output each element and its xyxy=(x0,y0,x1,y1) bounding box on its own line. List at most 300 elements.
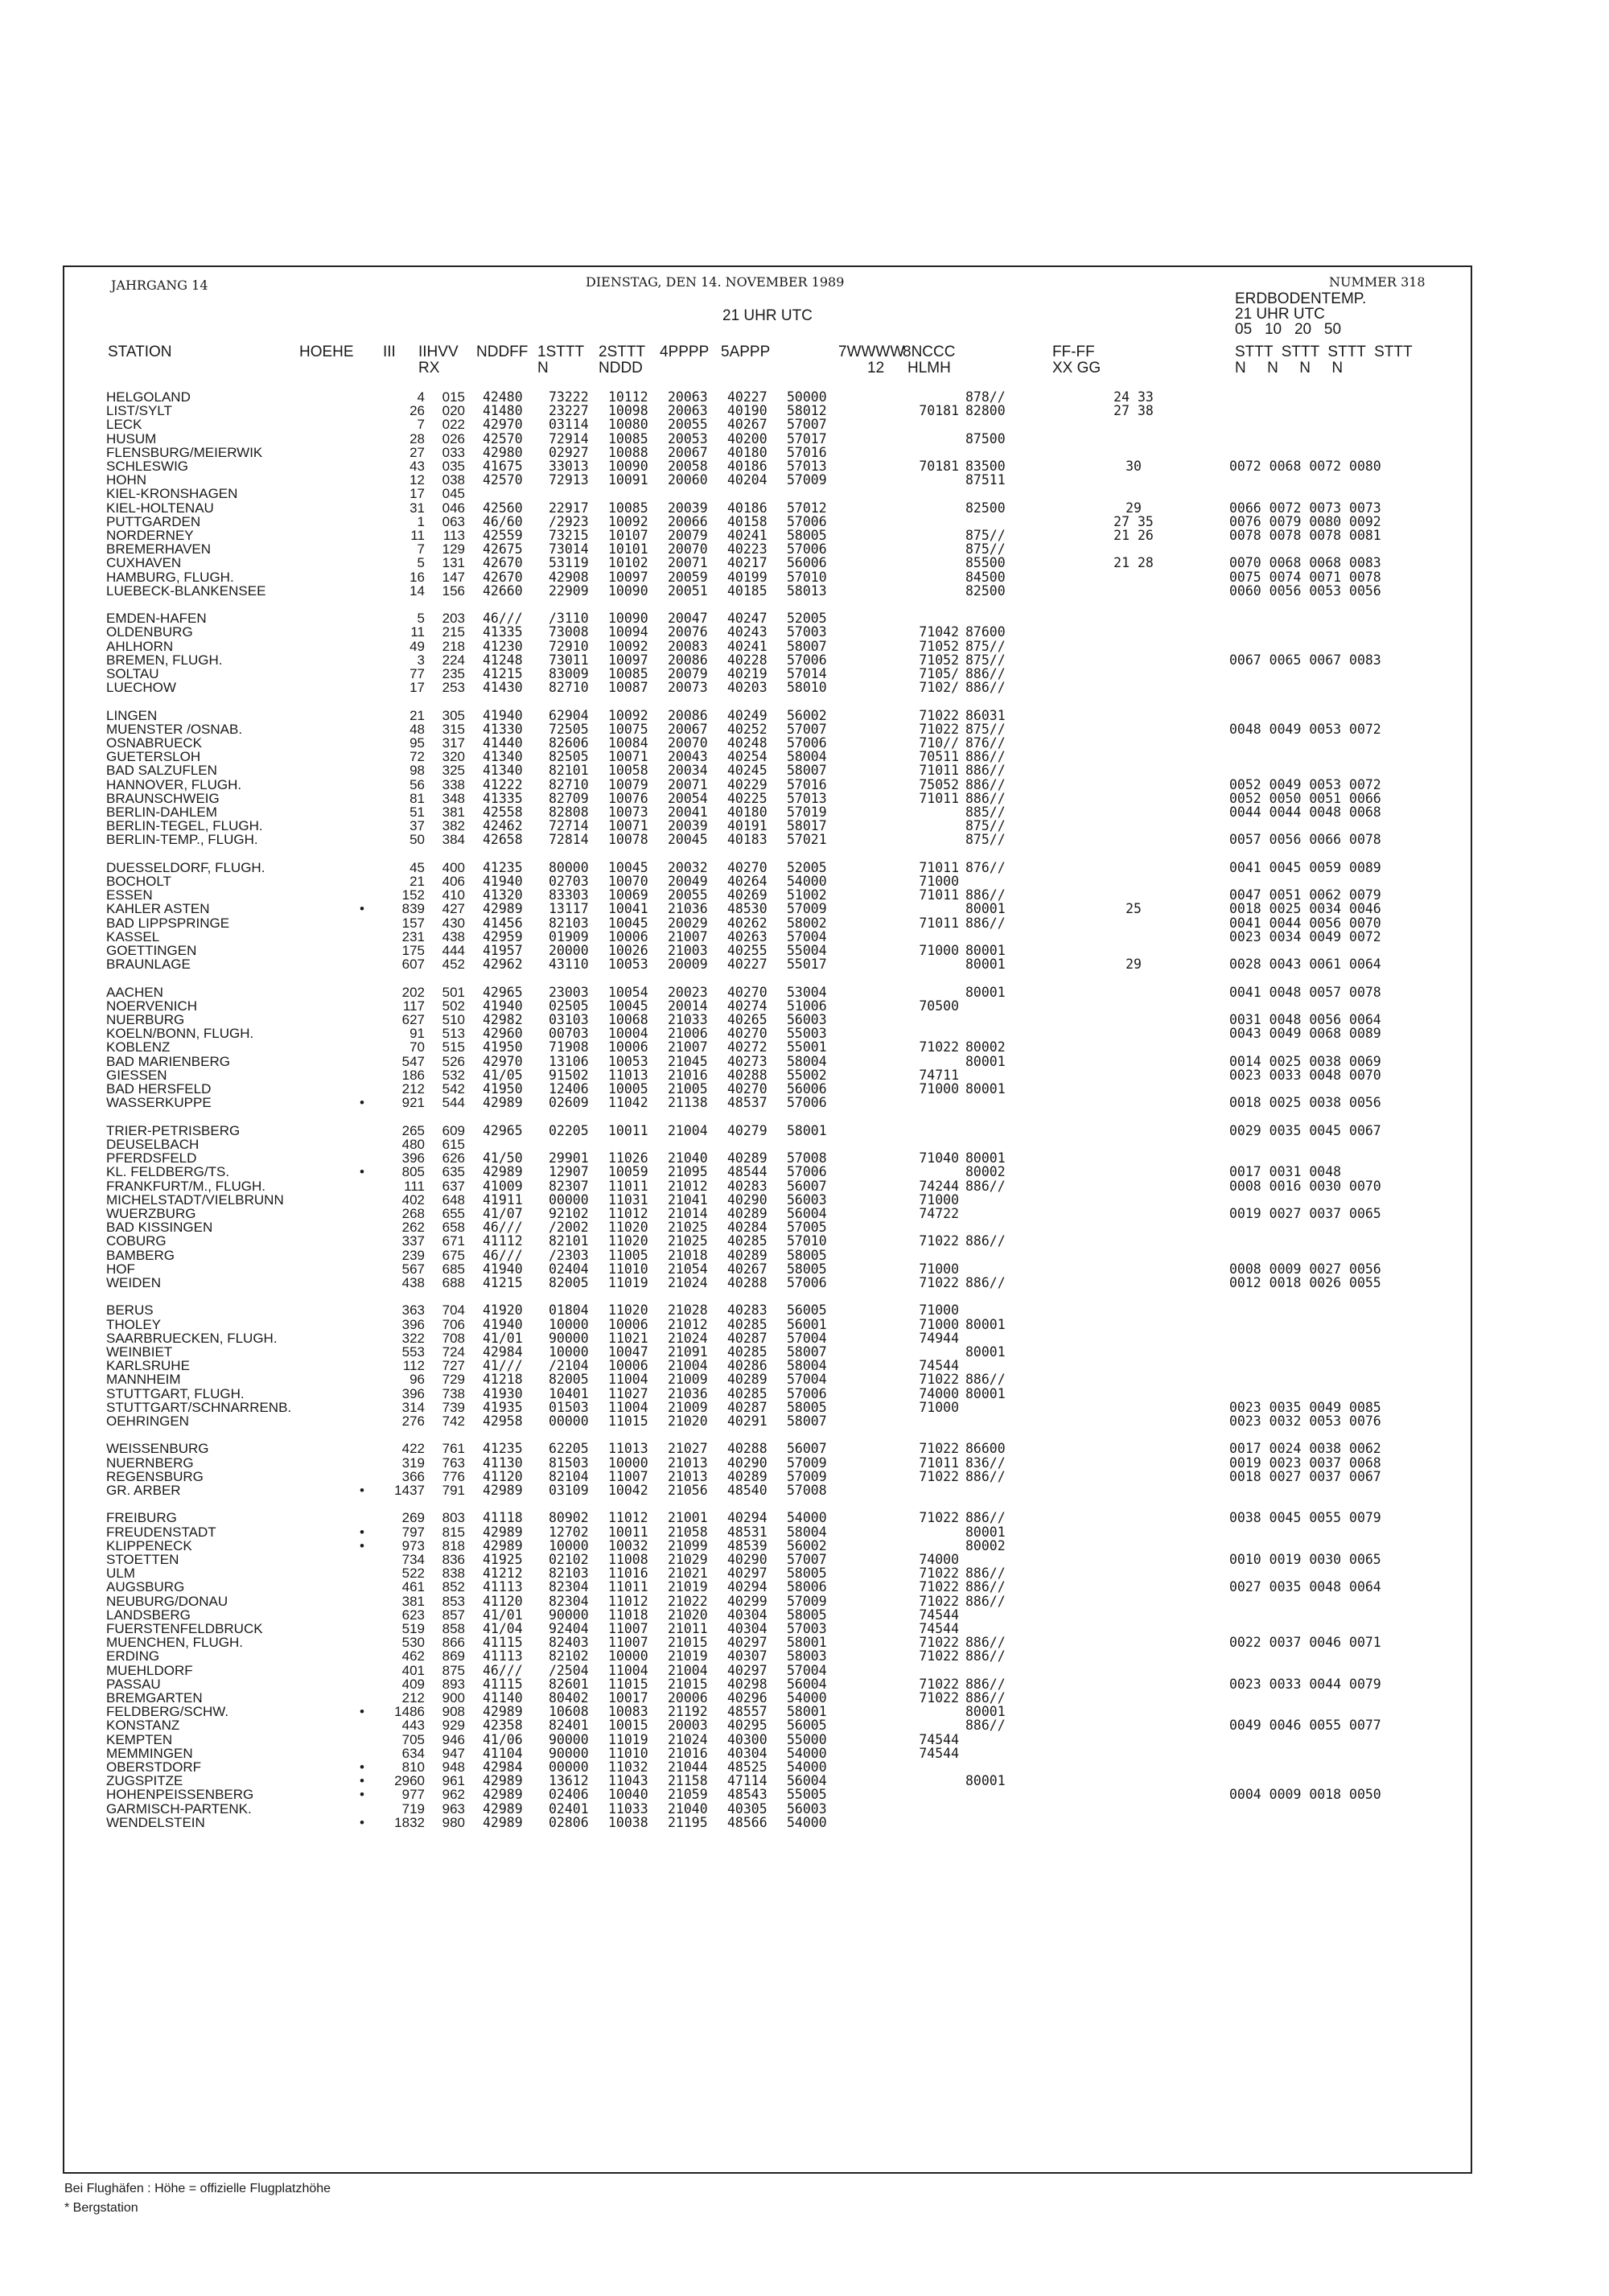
group-ff-ff xyxy=(1038,1414,1229,1428)
station-id: 729 xyxy=(442,1372,465,1387)
group-iihvv: 42980 xyxy=(483,445,523,460)
station-name: FREIBURG xyxy=(106,1511,177,1525)
group-1sttt: 11031 xyxy=(608,1192,648,1207)
group-5appp: 56006 xyxy=(787,1082,827,1097)
station-id: 803 xyxy=(442,1511,465,1525)
group-8nccc xyxy=(965,1802,1038,1816)
group-8nccc: 80001 xyxy=(965,1344,1006,1360)
column-1sttt: 1STTT xyxy=(537,344,585,360)
station-height: 3 xyxy=(417,652,425,668)
group-ff-ff xyxy=(1038,1040,1229,1054)
station-id: 532 xyxy=(442,1068,465,1083)
group-ff-ff xyxy=(1038,1179,1229,1193)
mountain-marker xyxy=(348,418,377,431)
group-iihvv: 46/60 xyxy=(483,514,523,529)
group-iihvv: 41911 xyxy=(483,1192,523,1207)
table-row xyxy=(106,1414,1535,1428)
group-nddff: 73011 xyxy=(549,652,589,668)
group-ff-ff xyxy=(1038,709,1229,722)
group-1sttt: 11012 xyxy=(608,1594,648,1608)
group-4pppp xyxy=(727,1138,787,1151)
group-nddff: 02406 xyxy=(549,1788,589,1802)
group-7wwww: 71011 xyxy=(919,791,959,806)
station-name: HANNOVER, FLUGH. xyxy=(106,777,242,792)
group-ff-ff xyxy=(1038,1608,1229,1622)
table-row xyxy=(106,1082,1535,1096)
group-2sttt: 21021 xyxy=(668,1566,708,1581)
group-5appp: 53004 xyxy=(787,985,827,999)
mountain-marker xyxy=(348,404,377,418)
group-nddff: 80000 xyxy=(549,860,589,875)
group-nddff: 82304 xyxy=(549,1580,589,1594)
mountain-marker xyxy=(348,1802,377,1816)
table-row xyxy=(106,1760,1535,1774)
group-ff-ff xyxy=(1038,1331,1229,1345)
group-2sttt: 21195 xyxy=(668,1815,708,1829)
mountain-marker xyxy=(348,1234,377,1248)
group-4pppp: 40217 xyxy=(727,556,767,570)
group-2sttt: 20029 xyxy=(668,916,708,930)
station-id: 791 xyxy=(442,1483,465,1498)
group-5appp: 58006 xyxy=(787,1580,827,1594)
group-5appp: 56002 xyxy=(787,1538,827,1553)
group-8nccc: 836// xyxy=(965,1455,1006,1470)
soil-temperatures: 0018 0025 0038 0056 xyxy=(1229,1096,1381,1110)
mountain-marker xyxy=(348,1179,377,1193)
soil-temperatures xyxy=(1229,542,1535,556)
table-row xyxy=(106,1539,1535,1553)
spacer-cell xyxy=(106,598,1535,611)
group-1sttt: 10085 xyxy=(608,500,648,515)
station-height: 17 xyxy=(409,487,425,501)
group-1sttt: 10068 xyxy=(608,1013,648,1027)
group-iihvv: 41115 xyxy=(483,1677,523,1691)
group-nddff: 00000 xyxy=(549,1413,589,1429)
station-id: 501 xyxy=(442,985,465,999)
group-ff-ff xyxy=(1038,1539,1229,1553)
group-nddff: 02806 xyxy=(549,1815,589,1829)
group-nddff: 92404 xyxy=(549,1621,589,1636)
mountain-marker xyxy=(348,1649,377,1663)
mountain-marker xyxy=(348,1566,377,1580)
station-name: KOELN/BONN, FLUGH. xyxy=(106,1027,254,1041)
station-height: 175 xyxy=(401,944,425,958)
footnote-airports: Bei Flughäfen : Höhe = offizielle Flugplatzhöhe xyxy=(64,2182,331,2195)
group-iihvv: 41930 xyxy=(483,1386,523,1401)
soil-temperatures xyxy=(1229,1387,1535,1401)
group-ff-ff xyxy=(1038,1774,1229,1788)
group-ff-ff xyxy=(1038,418,1229,431)
group-1sttt: 10098 xyxy=(608,404,648,418)
table-row xyxy=(106,1649,1535,1663)
soil-temperatures: 0019 0027 0037 0065 xyxy=(1229,1206,1381,1221)
station-id: 739 xyxy=(442,1400,465,1414)
station-name: SAARBRUECKEN, FLUGH. xyxy=(106,1331,278,1345)
group-7wwww: 71052 xyxy=(919,639,959,653)
table-row xyxy=(106,1027,1535,1040)
station-name: KONSTANZ xyxy=(106,1718,180,1733)
group-4pppp: 40297 xyxy=(727,1636,767,1650)
group-1sttt: 11013 xyxy=(608,1442,648,1456)
mountain-marker xyxy=(348,1249,377,1262)
group-ff-ff xyxy=(1038,833,1229,846)
station-height: 705 xyxy=(401,1732,425,1747)
group-2sttt: 20058 xyxy=(668,459,708,474)
group-2sttt: 21056 xyxy=(668,1483,708,1498)
group-iihvv: 42984 xyxy=(483,1759,523,1775)
group-5appp: 57013 xyxy=(787,791,827,806)
group-ff-ff xyxy=(1038,1207,1229,1220)
table-row xyxy=(106,944,1535,957)
spacer-cell xyxy=(106,971,1535,985)
station-name: BAD KISSINGEN xyxy=(106,1220,213,1235)
group-8nccc: 886// xyxy=(965,763,1006,778)
mountain-marker xyxy=(348,763,377,777)
group-4pppp: 40262 xyxy=(727,916,767,930)
mountain-marker xyxy=(348,1470,377,1483)
group-ff-ff xyxy=(1038,1760,1229,1774)
soil-temperatures xyxy=(1229,473,1535,487)
mountain-marker xyxy=(348,1622,377,1636)
group-4pppp: 40265 xyxy=(727,1013,767,1027)
station-height: 839 xyxy=(401,902,425,916)
soil-temperatures xyxy=(1229,736,1535,750)
mountain-marker xyxy=(348,1013,377,1027)
group-5appp: 56003 xyxy=(787,1192,827,1207)
group-8nccc: 80001 xyxy=(965,1774,1006,1788)
table-row xyxy=(106,1636,1535,1649)
group-iihvv: 46/// xyxy=(483,1663,523,1677)
station-id: 452 xyxy=(442,957,465,972)
soil-temperatures xyxy=(1229,1082,1535,1096)
group-iihvv: 41950 xyxy=(483,1040,523,1055)
station-height: 268 xyxy=(401,1206,425,1221)
group-1sttt: 10075 xyxy=(608,722,648,737)
group-4pppp: 40248 xyxy=(727,736,767,751)
group-iihvv: 41940 xyxy=(483,1317,523,1331)
spacer-cell xyxy=(106,694,1535,708)
group-5appp: 56007 xyxy=(787,1179,827,1193)
table-row xyxy=(106,446,1535,459)
group-iihvv: 41340 xyxy=(483,750,523,764)
station-name: HOF xyxy=(106,1261,135,1276)
soil-temperatures: 0004 0009 0018 0050 xyxy=(1229,1788,1381,1802)
mountain-marker: • xyxy=(360,902,364,916)
group-7wwww xyxy=(867,611,965,625)
station-height: 265 xyxy=(401,1123,425,1138)
group-4pppp: 40284 xyxy=(727,1220,767,1235)
group-5appp: 58010 xyxy=(787,681,827,695)
group-2sttt: 21001 xyxy=(668,1511,708,1525)
group-7wwww xyxy=(867,1220,965,1234)
soil-temperatures xyxy=(1229,1608,1535,1622)
table-row xyxy=(106,487,1535,500)
mountain-marker: • xyxy=(360,1165,364,1179)
group-nddff: 42908 xyxy=(549,570,589,584)
station-height: 95 xyxy=(409,736,425,751)
group-8nccc xyxy=(965,1733,1038,1747)
group-1sttt: 10011 xyxy=(608,1123,648,1138)
soil-temperatures: 0067 0065 0067 0083 xyxy=(1229,652,1381,668)
group-1sttt: 10045 xyxy=(608,860,648,875)
soil-temperatures xyxy=(1229,446,1535,459)
soil-temperatures: 0075 0074 0071 0078 xyxy=(1229,570,1381,584)
group-4pppp: 40158 xyxy=(727,514,767,529)
group-2sttt: 21099 xyxy=(668,1538,708,1553)
station-id: 671 xyxy=(442,1234,465,1249)
group-5appp: 54000 xyxy=(787,1690,827,1706)
group-5appp: 57007 xyxy=(787,1552,827,1567)
mountain-marker xyxy=(348,1082,377,1096)
station-height: 212 xyxy=(401,1690,425,1706)
group-8nccc xyxy=(965,487,1038,500)
table-row xyxy=(106,625,1535,639)
group-iihvv: 41235 xyxy=(483,860,523,875)
group-2sttt: 20073 xyxy=(668,681,708,695)
table-row xyxy=(106,1677,1535,1691)
soil-temperatures: 0023 0033 0044 0079 xyxy=(1229,1677,1381,1691)
group-5appp: 57010 xyxy=(787,570,827,584)
soil-temperatures: 0041 0044 0056 0070 xyxy=(1229,916,1381,930)
station-height: 28 xyxy=(409,431,425,446)
mountain-marker xyxy=(348,833,377,846)
mountain-marker xyxy=(348,792,377,805)
group-8nccc: 86031 xyxy=(965,708,1006,722)
group-ff-ff xyxy=(1038,1262,1229,1276)
station-id: 215 xyxy=(442,625,465,640)
group-4pppp: 40252 xyxy=(727,722,767,737)
group-2sttt: 21012 xyxy=(668,1317,708,1331)
group-8nccc: 876// xyxy=(965,860,1006,875)
group-ff-ff xyxy=(1038,1234,1229,1248)
mountain-marker xyxy=(348,501,377,515)
group-7wwww xyxy=(867,570,965,584)
group-nddff: 82403 xyxy=(549,1636,589,1650)
soil-temperatures: 0043 0049 0068 0089 xyxy=(1229,1027,1381,1041)
soil-temperatures: 0008 0009 0027 0056 xyxy=(1229,1261,1381,1276)
station-id: 035 xyxy=(442,459,465,474)
group-2sttt: 20070 xyxy=(668,736,708,751)
group-8nccc xyxy=(965,446,1038,459)
group-nddff: 02927 xyxy=(549,445,589,460)
group-iihvv: 41957 xyxy=(483,944,523,958)
station-id: 026 xyxy=(442,431,465,446)
group-1sttt: 10032 xyxy=(608,1538,648,1553)
group-ff-ff xyxy=(1038,1664,1229,1677)
group-1sttt: 10084 xyxy=(608,736,648,751)
station-name: PUTTGARDEN xyxy=(106,514,201,529)
group-5appp: 57007 xyxy=(787,418,827,432)
station-height: 402 xyxy=(401,1192,425,1207)
table-row xyxy=(106,418,1535,431)
table-row xyxy=(106,805,1535,819)
station-height: 152 xyxy=(401,888,425,903)
group-ff-ff xyxy=(1038,1456,1229,1470)
mountain-marker xyxy=(348,750,377,763)
group-iihvv: 42989 xyxy=(483,1774,523,1788)
group-ff-ff xyxy=(1038,1276,1229,1290)
group-spacer xyxy=(106,1428,1535,1442)
station-name: KAHLER ASTEN xyxy=(106,902,210,916)
group-1sttt: 10079 xyxy=(608,777,648,792)
group-5appp: 58004 xyxy=(787,1054,827,1068)
group-nddff: 82005 xyxy=(549,1372,589,1387)
group-7wwww xyxy=(867,418,965,431)
table-row xyxy=(106,792,1535,805)
table-row xyxy=(106,763,1535,777)
group-5appp: 57004 xyxy=(787,929,827,944)
group-7wwww xyxy=(867,1760,965,1774)
observation-rows xyxy=(106,390,1535,1829)
group-4pppp: 40288 xyxy=(727,1068,767,1083)
group-1sttt: 11011 xyxy=(608,1179,648,1193)
group-1sttt: 11015 xyxy=(608,1413,648,1429)
table-row xyxy=(106,1580,1535,1594)
mountain-marker: • xyxy=(360,1483,364,1498)
station-height: 462 xyxy=(401,1649,425,1664)
group-ff-ff xyxy=(1038,999,1229,1013)
station-name: WEIDEN xyxy=(106,1275,161,1290)
station-id: 869 xyxy=(442,1649,465,1664)
group-4pppp: 48543 xyxy=(727,1788,767,1802)
group-2sttt: 21036 xyxy=(668,1386,708,1401)
station-id: 655 xyxy=(442,1206,465,1221)
group-iihvv: 42989 xyxy=(483,1788,523,1802)
group-8nccc: 886// xyxy=(965,1718,1006,1733)
station-height: 43 xyxy=(409,459,425,474)
station-name: BREMERHAVEN xyxy=(106,542,212,557)
group-5appp: 58001 xyxy=(787,1123,827,1138)
group-1sttt: 11020 xyxy=(608,1234,648,1249)
group-2sttt: 21014 xyxy=(668,1206,708,1221)
station-name: GUETERSLOH xyxy=(106,750,201,764)
station-id: 706 xyxy=(442,1317,465,1331)
station-name: FUERSTENFELDBRUCK xyxy=(106,1621,263,1636)
group-2sttt: 20055 xyxy=(668,418,708,432)
group-nddff: 82709 xyxy=(549,791,589,806)
group-1sttt: 10094 xyxy=(608,625,648,640)
group-iihvv: 41222 xyxy=(483,777,523,792)
station-height: 157 xyxy=(401,916,425,930)
group-1sttt: 10083 xyxy=(608,1705,648,1719)
station-height: 627 xyxy=(401,1013,425,1027)
column-hlmh: HLMH xyxy=(907,360,951,376)
group-4pppp: 40249 xyxy=(727,708,767,722)
station-name: NUERBURG xyxy=(106,1013,185,1027)
table-row xyxy=(106,1456,1535,1470)
group-2sttt: 20063 xyxy=(668,404,708,418)
group-2sttt: 21009 xyxy=(668,1400,708,1414)
group-5appp: 58005 xyxy=(787,1566,827,1581)
table-row xyxy=(106,570,1535,584)
group-nddff: 82103 xyxy=(549,916,589,930)
table-row xyxy=(106,404,1535,418)
group-5appp: 57004 xyxy=(787,1372,827,1387)
group-5appp: 57009 xyxy=(787,473,827,488)
group-4pppp: 48544 xyxy=(727,1165,767,1179)
soil-temperatures: 0070 0068 0068 0083 xyxy=(1229,556,1381,570)
group-nddff xyxy=(549,1138,608,1151)
group-1sttt: 10090 xyxy=(608,583,648,599)
group-iihvv: 41248 xyxy=(483,652,523,668)
group-5appp: 57008 xyxy=(787,1483,827,1498)
table-row xyxy=(106,1816,1535,1829)
group-ff-ff xyxy=(1038,1068,1229,1082)
station-id: 818 xyxy=(442,1538,465,1553)
group-nddff: 90000 xyxy=(549,1732,589,1747)
group-iihvv: 41215 xyxy=(483,667,523,681)
station-id: 962 xyxy=(442,1788,465,1802)
station-name: EMDEN-HAFEN xyxy=(106,611,207,626)
group-2sttt: 21192 xyxy=(668,1705,708,1719)
group-8nccc xyxy=(965,1027,1038,1040)
station-height: 14 xyxy=(409,583,425,599)
group-7wwww: 74544 xyxy=(919,1359,959,1373)
group-ff-ff xyxy=(1038,1788,1229,1801)
station-height: 37 xyxy=(409,819,425,833)
group-nddff: 71908 xyxy=(549,1040,589,1055)
station-name: PASSAU xyxy=(106,1677,161,1691)
table-row xyxy=(106,1622,1535,1636)
group-7wwww: 71022 xyxy=(919,722,959,737)
station-height: 634 xyxy=(401,1746,425,1760)
group-2sttt: 20071 xyxy=(668,777,708,792)
group-5appp: 58003 xyxy=(787,1649,827,1664)
column-height: HOEHE xyxy=(299,344,354,360)
group-8nccc xyxy=(965,1401,1038,1414)
group-5appp: 57006 xyxy=(787,1275,827,1290)
station-id: 858 xyxy=(442,1621,465,1636)
group-2sttt: 20063 xyxy=(668,390,708,405)
group-8nccc: 875// xyxy=(965,639,1006,653)
group-4pppp: 48540 xyxy=(727,1483,767,1498)
group-8nccc xyxy=(965,1138,1038,1151)
group-5appp: 57006 xyxy=(787,736,827,751)
station-height: 7 xyxy=(417,542,425,557)
station-height: 111 xyxy=(404,1179,425,1193)
group-7wwww: 71042 xyxy=(919,625,959,640)
group-1sttt: 10076 xyxy=(608,791,648,806)
station-id: 609 xyxy=(442,1123,465,1138)
group-2sttt: 21029 xyxy=(668,1552,708,1567)
group-iihvv: 41675 xyxy=(483,459,523,474)
group-iihvv: 42989 xyxy=(483,902,523,916)
group-4pppp: 40299 xyxy=(727,1594,767,1608)
group-1sttt: 11015 xyxy=(608,1677,648,1691)
group-nddff: 82104 xyxy=(549,1469,589,1483)
mountain-marker xyxy=(348,722,377,736)
column-xx-gg: XX GG xyxy=(1052,360,1101,376)
table-row xyxy=(106,1234,1535,1248)
group-5appp: 56005 xyxy=(787,1718,827,1733)
soil-temperatures xyxy=(1229,1539,1535,1553)
station-name: FREUDENSTADT xyxy=(106,1524,216,1539)
station-name: KEMPTEN xyxy=(106,1732,173,1747)
group-spacer xyxy=(106,598,1535,611)
group-iihvv: 42965 xyxy=(483,1123,523,1138)
group-8nccc: 886// xyxy=(965,1677,1006,1691)
group-nddff: 13612 xyxy=(549,1774,589,1788)
group-2sttt: 21013 xyxy=(668,1469,708,1483)
column-soil-sttt: STTT STTT STTT STTT xyxy=(1235,344,1413,360)
station-id: 704 xyxy=(442,1303,465,1318)
group-ff-ff xyxy=(1038,763,1229,777)
mountain-marker: • xyxy=(360,1705,364,1719)
group-iihvv: 42989 xyxy=(483,1801,523,1816)
group-iihvv: 42970 xyxy=(483,1054,523,1068)
station-height: 409 xyxy=(401,1677,425,1691)
table-row xyxy=(106,1207,1535,1220)
